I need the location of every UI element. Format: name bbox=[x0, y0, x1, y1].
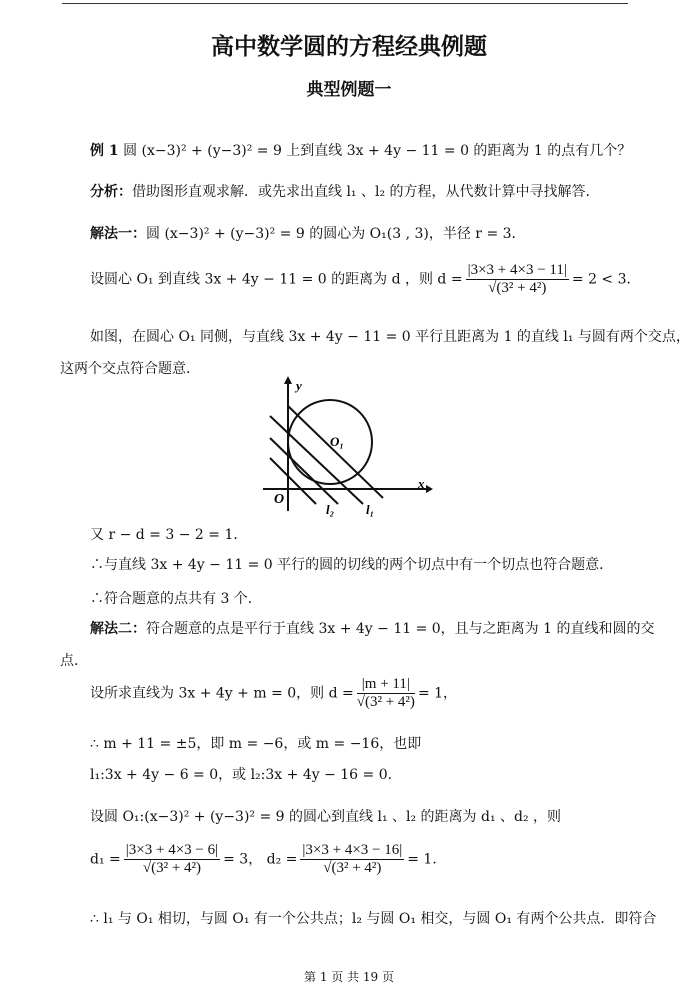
solution-2-label: 解法二： bbox=[90, 621, 146, 637]
fraction bbox=[466, 262, 569, 297]
analysis-text: 借助图形直观求解．或先求出直线 l₁ 、l₂ 的方程，从代数计算中寻找解答． bbox=[132, 184, 600, 200]
paragraph: ∴与直线 3x + 4y − 11 = 0 平行的圆的切线的两个切点中有一个切点也符合题意． bbox=[90, 557, 614, 573]
page-number: 第 1 页 共 19 页 bbox=[304, 970, 394, 984]
line bbox=[270, 416, 363, 504]
numerator: |3×3 + 4×3 − 16| bbox=[302, 842, 403, 858]
fraction bbox=[357, 676, 415, 711]
solution-2-text: 符合题意的点是平行于直线 3x + 4y − 11 = 0，且与之距离为 1 的直线和圆的交 bbox=[146, 621, 655, 637]
denominator: √(3² + 4²) bbox=[142, 860, 202, 876]
solution-1 bbox=[90, 223, 526, 243]
paragraph: 设圆 O₁:(x−3)² + (y−3)² = 9 的圆心到直线 l₁ 、l₂ 的距离为 d₁ 、d₂ ，则 bbox=[90, 809, 562, 825]
distance-line bbox=[90, 262, 641, 297]
paragraph: ∴ m + 11 = ±5，即 m = −6，或 m = −16，也即 bbox=[90, 736, 422, 752]
page-title: 高中数学圆的方程经典例题 bbox=[211, 33, 487, 60]
denominator: √(3² + 4²) bbox=[356, 694, 415, 710]
text: = 2 < 3． bbox=[571, 271, 641, 288]
paragraph: 这两个交点符合题意． bbox=[60, 361, 200, 377]
paragraph: 点． bbox=[60, 653, 88, 669]
paragraph: ∴符合题意的点共有 3 个． bbox=[90, 591, 262, 607]
text: = 3， d₂ = bbox=[223, 851, 298, 868]
origin-label: O bbox=[274, 492, 285, 507]
center-label: O₁ bbox=[330, 434, 344, 449]
numerator: |m + 11| bbox=[357, 676, 415, 694]
l2-label: l₂ bbox=[326, 502, 335, 517]
solution-1-text: 圆 (x−3)² + (y−3)² = 9 的圆心为 O₁(3 , 3)，半径 r = 3． bbox=[146, 226, 526, 242]
y-label: y bbox=[296, 378, 302, 393]
fraction bbox=[300, 842, 404, 877]
numerator: |3×3 + 4×3 − 11| bbox=[467, 262, 567, 278]
example-label: 例 1 bbox=[90, 143, 119, 159]
text: d₁ = bbox=[90, 851, 121, 868]
header-rule bbox=[62, 3, 628, 4]
denominator: √(3² + 4²) bbox=[323, 860, 382, 876]
solution-1-label: 解法一： bbox=[90, 226, 146, 242]
example-1 bbox=[90, 140, 631, 160]
denominator: √(3² + 4²) bbox=[488, 280, 547, 296]
paragraph: 如图，在圆心 O₁ 同侧，与直线 3x + 4y − 11 = 0 平行且距离为 1 的直线 l₁ 与圆有两个交点， bbox=[90, 329, 690, 345]
circle-lines-figure bbox=[258, 376, 433, 518]
text: = 1， bbox=[417, 685, 458, 702]
paragraph: l₁:3x + 4y − 6 = 0，或 l₂:3x + 4y − 16 = 0． bbox=[90, 767, 402, 783]
solution-2 bbox=[90, 618, 655, 638]
l1-label: l₁ bbox=[366, 502, 375, 517]
example-text: 圆 (x−3)² + (y−3)² = 9 上到直线 3x + 4y − 11 = 0 的距离为 1 的点有几个？ bbox=[123, 143, 632, 159]
distances-line bbox=[90, 842, 446, 877]
analysis-label: 分析： bbox=[90, 184, 132, 200]
y-arrow-icon bbox=[284, 376, 292, 384]
text: 设所求直线为 3x + 4y + m = 0，则 d = bbox=[90, 685, 354, 702]
analysis bbox=[90, 181, 600, 201]
text: 设圆心 O₁ 到直线 3x + 4y − 11 = 0 的距离为 d ，则 d = bbox=[90, 271, 463, 288]
text: = 1． bbox=[407, 851, 447, 868]
section-title: 典型例题一 bbox=[306, 80, 392, 100]
fraction bbox=[124, 842, 220, 877]
distance-line bbox=[90, 676, 457, 711]
paragraph: 又 r − d = 3 − 2 = 1． bbox=[90, 527, 248, 543]
numerator: |3×3 + 4×3 − 6| bbox=[125, 842, 219, 858]
x-arrow-icon bbox=[426, 485, 433, 493]
paragraph: ∴ l₁ 与 O₁ 相切，与圆 O₁ 有一个公共点；l₂ 与圆 O₁ 相交，与圆 O₁ 有两个公共点．即符合 bbox=[90, 911, 657, 927]
x-label: x bbox=[418, 476, 425, 491]
